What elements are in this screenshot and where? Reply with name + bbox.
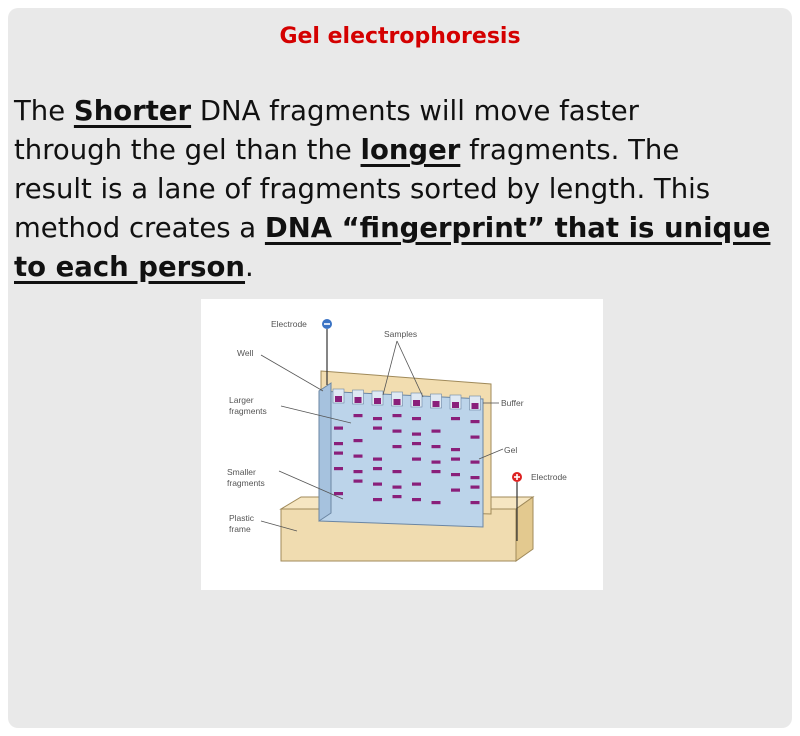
text-segment: The [14, 95, 74, 127]
dna-band [451, 489, 460, 492]
text-segment: through the gel than the [14, 134, 361, 166]
emphasis-each-person: to each person [14, 251, 246, 283]
dna-band [412, 417, 421, 420]
dna-band [471, 476, 480, 479]
text-segment: method creates a [14, 212, 265, 244]
label-samples: Samples [384, 329, 418, 339]
label-smaller-2: fragments [227, 478, 265, 488]
dna-band [451, 417, 460, 420]
dna-band [393, 486, 402, 489]
dna-band [432, 470, 441, 473]
dna-band [334, 452, 343, 455]
dna-band [432, 501, 441, 504]
dna-band [393, 430, 402, 433]
dna-band [432, 445, 441, 448]
dna-band [373, 427, 382, 430]
dna-band [354, 470, 363, 473]
dna-band [393, 470, 402, 473]
dna-band [432, 461, 441, 464]
label-electrode-positive: Electrode [531, 472, 567, 482]
dna-band [451, 448, 460, 451]
dna-band [451, 458, 460, 461]
dna-band [373, 458, 382, 461]
sample-in-well [452, 402, 459, 408]
dna-band [393, 445, 402, 448]
sample-in-well [335, 396, 342, 402]
label-electrode-negative: Electrode [271, 319, 307, 329]
dna-band [334, 442, 343, 445]
label-plastic-1: Plastic [229, 513, 255, 523]
sample-in-well [394, 399, 401, 405]
dna-band [393, 495, 402, 498]
slide-title: Gel electrophoresis [279, 24, 521, 49]
dna-band [354, 414, 363, 417]
dna-band [334, 492, 343, 495]
dna-band [471, 501, 480, 504]
dna-band [412, 498, 421, 501]
dna-band [373, 467, 382, 470]
sample-in-well [374, 398, 381, 404]
dna-band [334, 467, 343, 470]
gel-side [319, 383, 331, 521]
sample-in-well [433, 401, 440, 407]
dna-band [451, 473, 460, 476]
sample-in-well [472, 403, 479, 409]
dna-band [412, 458, 421, 461]
gel-electrophoresis-diagram [201, 299, 603, 590]
label-well: Well [237, 348, 254, 358]
dna-band [393, 414, 402, 417]
dna-band [373, 498, 382, 501]
label-plastic-2: frame [229, 524, 251, 534]
label-larger-1: Larger [229, 395, 254, 405]
dna-band [471, 461, 480, 464]
label-gel: Gel [504, 445, 518, 455]
emphasis-longer: longer [360, 134, 461, 166]
emphasis-shorter: Shorter [73, 95, 192, 127]
dna-band [432, 430, 441, 433]
dna-band [373, 483, 382, 486]
plus-v-icon [516, 474, 518, 480]
dna-band [412, 442, 421, 445]
dna-band [471, 420, 480, 423]
dna-band [412, 433, 421, 436]
sample-in-well [413, 400, 420, 406]
dna-band [373, 417, 382, 420]
text-segment: result is a lane of fragments sorted by length. This [14, 173, 711, 205]
frame-side [516, 497, 533, 561]
label-smaller-1: Smaller [227, 467, 256, 477]
dna-band [471, 486, 480, 489]
diagram-svg [201, 299, 603, 590]
emphasis-fingerprint: DNA “fingerprint” that is unique [264, 212, 771, 244]
label-buffer: Buffer [501, 398, 524, 408]
text-segment: DNA fragments will move faster [191, 95, 639, 127]
minus-sign-icon [324, 323, 330, 325]
dna-band [354, 455, 363, 458]
dna-band [354, 480, 363, 483]
dna-band [334, 427, 343, 430]
label-larger-2: fragments [229, 406, 267, 416]
dna-band [412, 483, 421, 486]
dna-band [471, 436, 480, 439]
dna-band [354, 439, 363, 442]
sample-in-well [355, 397, 362, 403]
text-segment: fragments. The [460, 134, 680, 166]
body-paragraph [14, 92, 796, 287]
text-segment: . [245, 251, 254, 283]
